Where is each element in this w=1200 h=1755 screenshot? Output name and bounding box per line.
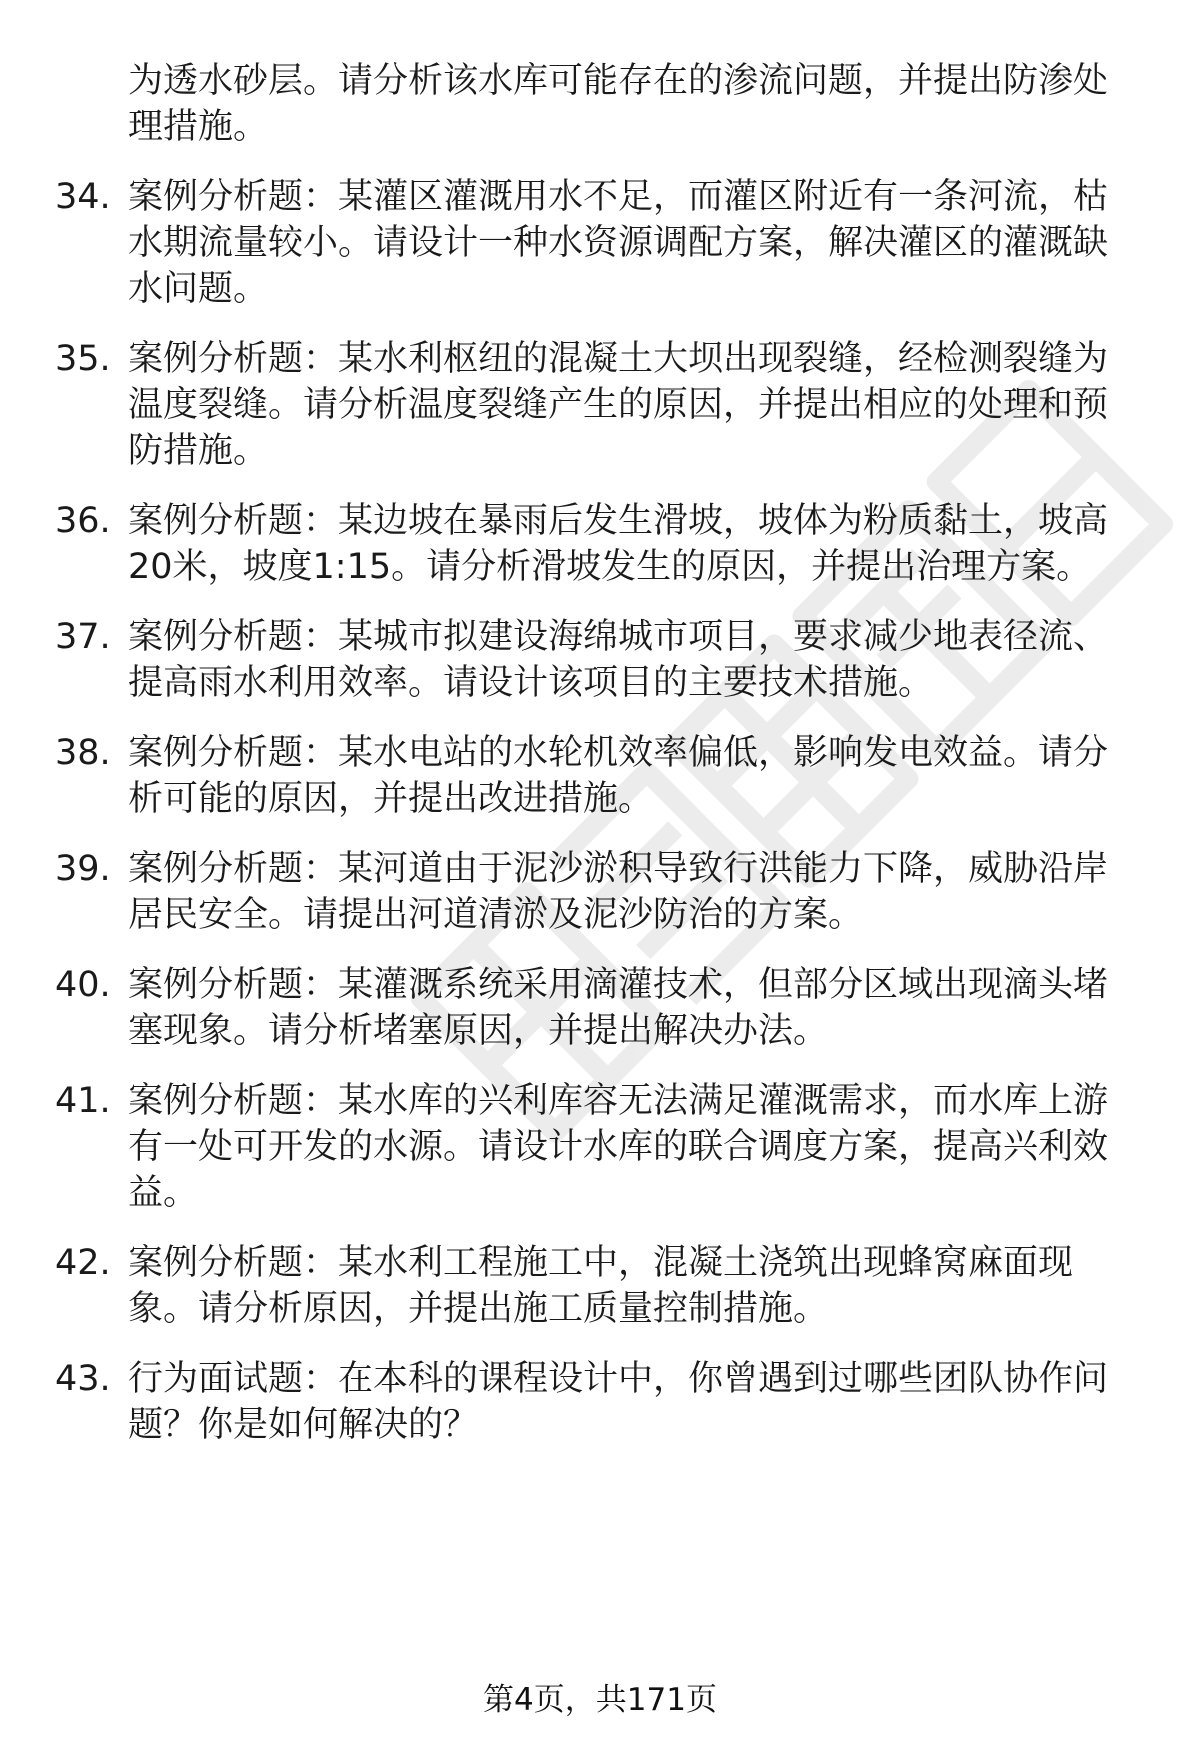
question-text [128,730,1145,822]
question-text [128,1078,1145,1216]
text-line: 水期流量较小。请设计一种水资源调配方案，解决灌区的灌溉缺 [128,223,1109,263]
question-item-40 [55,962,1145,1054]
text-line: 案例分析题：某灌区灌溉用水不足，而灌区附近有一条河流，枯 [128,177,1109,217]
question-number: 39. [55,849,111,889]
question-text [128,1240,1145,1332]
question-number: 34. [55,177,111,217]
question-text [128,1356,1145,1448]
text-line: 20米，坡度1:15。请分析滑坡发生的原因，并提出治理方案。 [128,547,1092,587]
question-number: 36. [55,501,111,541]
question-text [128,614,1145,706]
text-line: 案例分析题：某水利枢纽的混凝土大坝出现裂缝，经检测裂缝为 [128,339,1109,379]
text-line: 塞现象。请分析堵塞原因，并提出解决办法。 [128,1011,829,1051]
text-line: 案例分析题：某城市拟建设海绵城市项目，要求减少地表径流、 [128,617,1109,657]
text-line: 理措施。 [128,107,269,147]
text-line: 案例分析题：某水库的兴利库容无法满足灌溉需求，而水库上游 [128,1081,1109,1121]
text-line: 案例分析题：某水利工程施工中，混凝土浇筑出现蜂窝麻面现 [128,1243,1074,1283]
question-item-39 [55,846,1145,938]
text-line: 益。 [128,1173,199,1213]
question-number: 40. [55,965,111,1005]
question-text [128,336,1145,474]
text-line: 防措施。 [128,431,269,471]
text-line: 温度裂缝。请分析温度裂缝产生的原因，并提出相应的处理和预 [128,385,1109,425]
text-line: 水问题。 [128,269,269,309]
continued-question [55,58,1145,150]
question-item-38 [55,730,1145,822]
question-item-36 [55,498,1145,590]
text-line: 有一处可开发的水源。请设计水库的联合调度方案，提高兴利效 [128,1127,1109,1167]
text-line: 为透水砂层。请分析该水库可能存在的渗流问题，并提出防渗处 [128,61,1109,101]
text-line: 居民安全。请提出河道清淤及泥沙防治的方案。 [128,895,864,935]
text-line: 提高雨水利用效率。请设计该项目的主要技术措施。 [128,663,934,703]
question-list [55,58,1145,1472]
text-line: 题？你是如何解决的？ [128,1405,479,1445]
question-number: 35. [55,339,111,379]
question-text [128,846,1145,938]
text-line: 案例分析题：某水电站的水轮机效率偏低，影响发电效益。请分 [128,733,1109,773]
question-item-42 [55,1240,1145,1332]
question-number: 38. [55,733,111,773]
text-line: 行为面试题：在本科的课程设计中，你曾遇到过哪些团队协作问 [128,1359,1109,1399]
text-line: 象。请分析原因，并提出施工质量控制措施。 [128,1289,829,1329]
question-item-35 [55,336,1145,474]
question-item-41 [55,1078,1145,1216]
text-line: 案例分析题：某边坡在暴雨后发生滑坡，坡体为粉质黏土，坡高 [128,501,1109,541]
question-number: 42. [55,1243,111,1283]
question-number: 41. [55,1081,111,1121]
text-line: 案例分析题：某河道由于泥沙淤积导致行洪能力下降，威胁沿岸 [128,849,1109,889]
page-number: 第4页，共171页 [483,1682,717,1718]
question-number: 37. [55,617,111,657]
question-text [128,498,1145,590]
question-text [128,962,1145,1054]
text-line: 案例分析题：某灌溉系统采用滴灌技术，但部分区域出现滴头堵 [128,965,1109,1005]
question-text [128,174,1145,312]
question-number: 43. [55,1359,111,1399]
question-item-34 [55,174,1145,312]
question-item-43 [55,1356,1145,1448]
text-line: 析可能的原因，并提出改进措施。 [128,779,654,819]
question-item-37 [55,614,1145,706]
